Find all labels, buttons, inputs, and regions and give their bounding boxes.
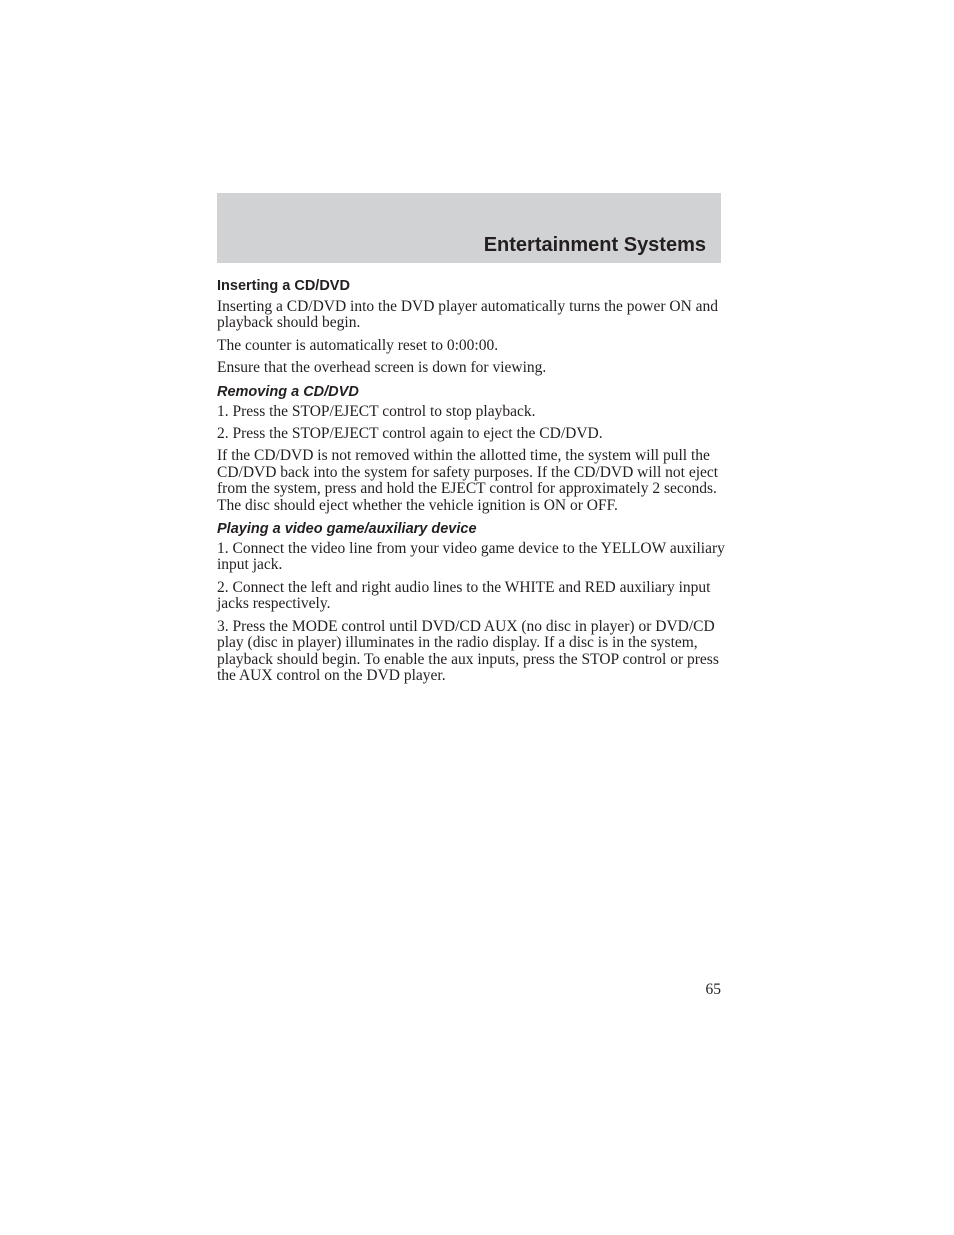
paragraph: 3. Press the MODE control until DVD/CD AUX (no disc in player) or DVD/CD play (disc in player) illuminates in the radio display. If a disc is in the system, playback should begin. To enable the aux inputs, press the STOP control or press the AUX control on the DVD player. (217, 617, 719, 684)
paragraph: Inserting a CD/DVD into the DVD player automatically turns the power ON and playback should begin. (217, 298, 719, 332)
section-heading-video-game: Playing a video game/auxiliary device (217, 521, 477, 538)
page-number: 65 (705, 981, 721, 998)
paragraph: If the CD/DVD is not removed within the allotted time, the system will pull the CD/DVD back into the system for safety purposes. If the CD/DVD will not eject from the system, press and hold the EJECT control for approximately 2 seconds. The disc should eject whether the vehicle ignition is ON or OFF. (217, 447, 719, 514)
section-heading-removing: Removing a CD/DVD (217, 383, 359, 400)
page-content (217, 277, 725, 690)
paragraph: 1. Connect the video line from your video game device to the YELLOW auxiliary input jack. (217, 540, 725, 574)
paragraph: The counter is automatically reset to 0:00:00. (217, 336, 499, 354)
paragraph: 2. Connect the left and right audio lines to the WHITE and RED auxiliary input jacks respectively. (217, 578, 711, 613)
chapter-header-band (217, 193, 721, 263)
paragraph: Ensure that the overhead screen is down for viewing. (217, 359, 547, 377)
paragraph: 1. Press the STOP/EJECT control to stop playback. (217, 402, 536, 420)
chapter-title: Entertainment Systems (483, 234, 706, 256)
section-heading-inserting: Inserting a CD/DVD (217, 278, 350, 294)
paragraph: 2. Press the STOP/EJECT control again to eject the CD/DVD. (217, 425, 603, 443)
